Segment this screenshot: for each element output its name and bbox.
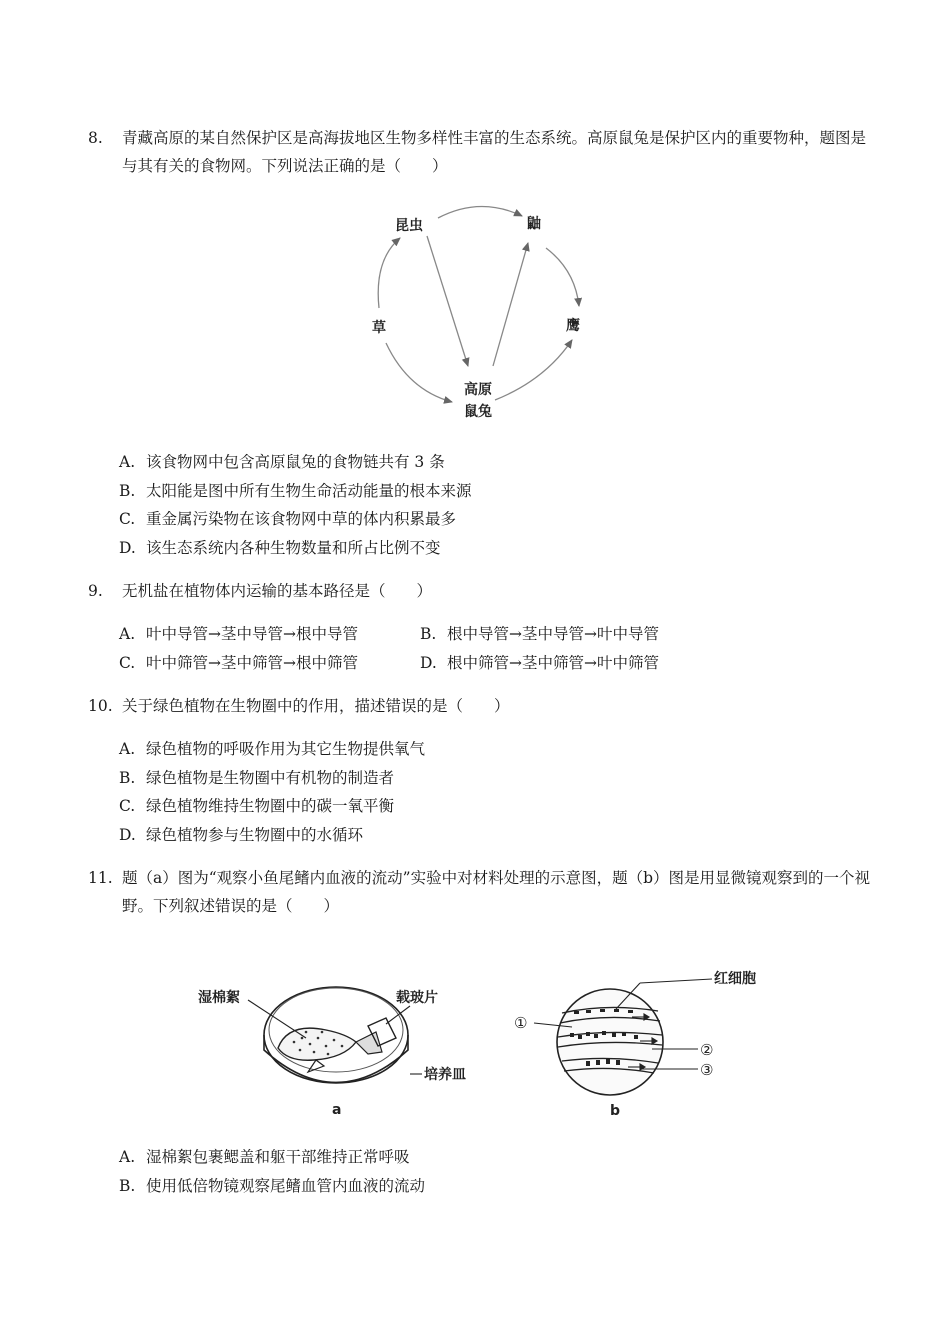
option-letter: B.: [119, 769, 136, 787]
node-pika-line1: 高原: [464, 382, 492, 398]
arrow-insect-pika: [427, 236, 468, 366]
option-text: 绿色植物维持生物圈中的碳一氧平衡: [146, 797, 395, 815]
option-10d[interactable]: [119, 821, 363, 849]
option-11b[interactable]: [119, 1172, 425, 1200]
arrow-insect-weasel: [438, 206, 522, 218]
option-10b[interactable]: [119, 764, 394, 792]
option-11a[interactable]: [119, 1143, 410, 1171]
fish-tail: [356, 1032, 382, 1054]
question-11: [88, 864, 878, 920]
label-wet-cotton: 湿棉絮: [198, 990, 240, 1006]
question-text: 关于绿色植物在生物圈中的作用，描述错误的是（ ）: [122, 697, 510, 715]
food-web-figure: [360, 198, 600, 428]
node-insect: 昆虫: [395, 218, 423, 234]
marker-2: ②: [700, 1041, 714, 1059]
option-letter: D.: [119, 826, 136, 844]
option-text: 叶中导管→茎中导管→根中导管: [146, 625, 358, 643]
option-8a[interactable]: [119, 448, 445, 476]
caption-b: b: [610, 1103, 621, 1119]
figure-b-microscope-view: [512, 965, 782, 1120]
option-10c[interactable]: [119, 792, 394, 820]
arrow-pika-eagle: [495, 340, 572, 400]
option-text: 根中筛管→茎中筛管→叶中筛管: [447, 654, 659, 672]
option-text: 绿色植物是生物圈中有机物的制造者: [146, 769, 395, 787]
option-8c[interactable]: [119, 505, 456, 533]
leader-slide: [386, 1006, 410, 1024]
node-eagle: 鹰: [566, 318, 580, 334]
option-letter: B.: [119, 1177, 136, 1195]
option-text: 湿棉絮包裹鳃盖和躯干部维持正常呼吸: [146, 1148, 410, 1166]
leader-rbc: [640, 979, 712, 983]
marker-3: ③: [700, 1061, 714, 1079]
arrow-pika-weasel: [493, 243, 528, 366]
question-number: 10.: [88, 697, 113, 715]
question-number: 9.: [88, 582, 103, 600]
label-glass-slide: 载玻片: [396, 990, 438, 1006]
label-red-blood-cell: 红细胞: [714, 971, 756, 987]
arrow-weasel-eagle: [546, 248, 579, 306]
question-9: [88, 577, 878, 605]
option-letter: C.: [119, 654, 136, 672]
node-grass: 草: [372, 320, 386, 336]
option-text: 绿色植物参与生物圈中的水循环: [146, 826, 364, 844]
question-8: [88, 124, 878, 180]
option-8b[interactable]: [119, 477, 472, 505]
option-9a[interactable]: [119, 620, 358, 648]
arrow-grass-pika: [386, 343, 452, 402]
option-text: 太阳能是图中所有生物生命活动能量的根本来源: [146, 482, 472, 500]
fish-body: [278, 1028, 356, 1060]
option-letter: A.: [119, 625, 136, 643]
arrow-grass-insect: [378, 238, 400, 308]
option-text: 叶中筛管→茎中筛管→根中筛管: [146, 654, 358, 672]
figure-a-petri-dish: [196, 980, 486, 1120]
option-text: 根中导管→茎中导管→叶中导管: [447, 625, 659, 643]
option-letter: C.: [119, 510, 136, 528]
leader-cotton: [248, 1000, 306, 1038]
option-letter: B.: [119, 482, 136, 500]
question-number: 11.: [88, 869, 113, 887]
question-text: 青藏高原的某自然保护区是高海拔地区生物多样性丰富的生态系统。高原鼠兔是保护区内的重要物种，题图是与其有关的食物网。下列说法正确的是（ ）: [122, 129, 867, 175]
question-text: 题（a）图为“观察小鱼尾鳍内血液的流动”实验中对材料处理的示意图，题（b）图是用显微镜观察到的一个视野。下列叙述错误的是（ ）: [122, 869, 871, 915]
question-number: 8.: [88, 129, 103, 147]
option-text: 该生态系统内各种生物数量和所占比例不变: [146, 539, 441, 557]
option-letter: D.: [119, 539, 136, 557]
question-10: [88, 692, 878, 720]
caption-a: a: [332, 1102, 342, 1118]
option-text: 该食物网中包含高原鼠兔的食物链共有 3 条: [146, 453, 445, 471]
option-10a[interactable]: [119, 735, 425, 763]
option-letter: B.: [420, 625, 437, 643]
question-text: 无机盐在植物体内运输的基本路径是（ ）: [122, 582, 433, 600]
marker-1: ①: [514, 1014, 528, 1032]
node-pika-line2: 鼠兔: [464, 404, 492, 420]
label-petri-dish: 培养皿: [424, 1067, 466, 1083]
option-letter: A.: [119, 1148, 136, 1166]
option-letter: D.: [420, 654, 437, 672]
option-9d[interactable]: [420, 649, 659, 677]
node-weasel: 鼬: [527, 216, 541, 232]
option-letter: C.: [119, 797, 136, 815]
option-text: 使用低倍物镜观察尾鳍血管内血液的流动: [146, 1177, 426, 1195]
option-letter: A.: [119, 453, 136, 471]
dish-rim-inner: [269, 988, 403, 1072]
option-letter: A.: [119, 740, 136, 758]
option-9c[interactable]: [119, 649, 358, 677]
option-8d[interactable]: [119, 534, 441, 562]
option-text: 绿色植物的呼吸作用为其它生物提供氧气: [146, 740, 426, 758]
option-text: 重金属污染物在该食物网中草的体内积累最多: [146, 510, 457, 528]
option-9b[interactable]: [420, 620, 659, 648]
